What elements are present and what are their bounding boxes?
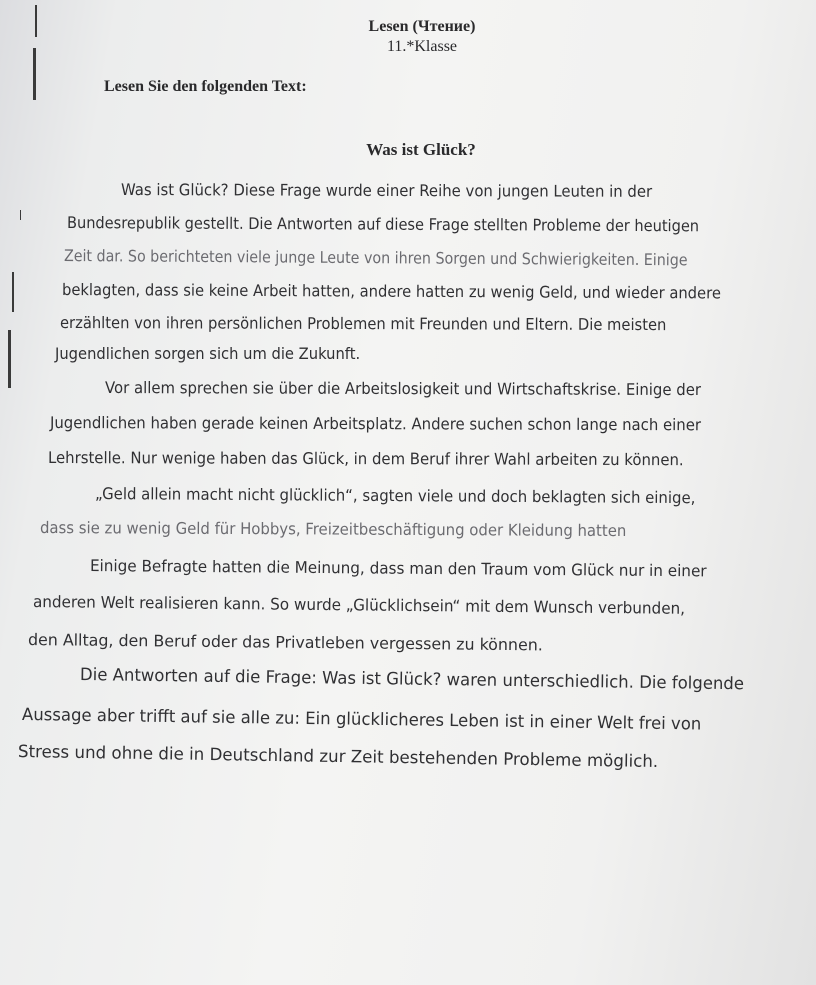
margin-mark <box>12 272 14 312</box>
margin-mark <box>20 210 21 220</box>
text-line: den Alltag, den Beruf oder das Privatleben vergessen zu können. <box>27 630 543 655</box>
text-line: Was ist Glück? Diese Frage wurde einer Reihe von jungen Leuten in der <box>120 180 653 201</box>
text-line: erzählten von ihren persönlichen Problemen mit Freunden und Eltern. Die meisten <box>59 313 667 335</box>
text-line: Bundesrepublik gestellt. Die Antworten auf diese Frage stellten Probleme der heutigen <box>66 213 700 236</box>
margin-mark <box>8 330 11 388</box>
text-line: anderen Welt realisieren kann. So wurde „Glücklichsein“ mit dem Wunsch verbunden, <box>32 592 686 618</box>
text-line: Aussage aber trifft auf sie alle zu: Ein glücklicheres Leben ist in einer Welt frei von <box>21 705 702 735</box>
text-line: Einige Befragte hatten die Meinung, dass man den Traum vom Glück nur in einer <box>89 556 707 581</box>
header-subtitle: 11.*Klasse <box>386 38 458 55</box>
text-line: Zeit dar. So berichteten viele junge Leute von ihren Sorgen und Schwierigkeiten. Einige <box>63 246 688 270</box>
header-title: Lesen (Чтение) <box>368 18 476 35</box>
text-line: Jugendlichen sorgen sich um die Zukunft. <box>55 344 361 363</box>
text-line: dass sie zu wenig Geld für Hobbys, Freizeitbeschäftigung oder Kleidung hatten <box>39 518 627 541</box>
instruction: Lesen Sie den folgenden Text: <box>104 78 307 95</box>
text-line: Stress und ohne die in Deutschland zur Zeit bestehenden Probleme möglich. <box>17 742 659 773</box>
text-line: beklagten, dass sie keine Arbeit hatten, andere hatten zu wenig Geld, und wieder andere <box>61 280 721 303</box>
text-line: Jugendlichen haben gerade keinen Arbeitsplatz. Andere suchen schon lange nach einer <box>49 413 702 435</box>
text-line: Vor allem sprechen sie über die Arbeitslosigkeit und Wirtschaftskrise. Einige der <box>104 378 702 400</box>
text-title: Was ist Glück? <box>366 140 476 159</box>
text-line: Die Antworten auf die Frage: Was ist Glück? waren unterschiedlich. Die folgende <box>79 665 745 695</box>
text-line: „Geld allein macht nicht glücklich“, sagten viele und doch beklagten sich einige, <box>94 484 696 508</box>
text-line: Lehrstelle. Nur wenige haben das Glück, in dem Beruf ihrer Wahl arbeiten zu können. <box>47 448 684 470</box>
